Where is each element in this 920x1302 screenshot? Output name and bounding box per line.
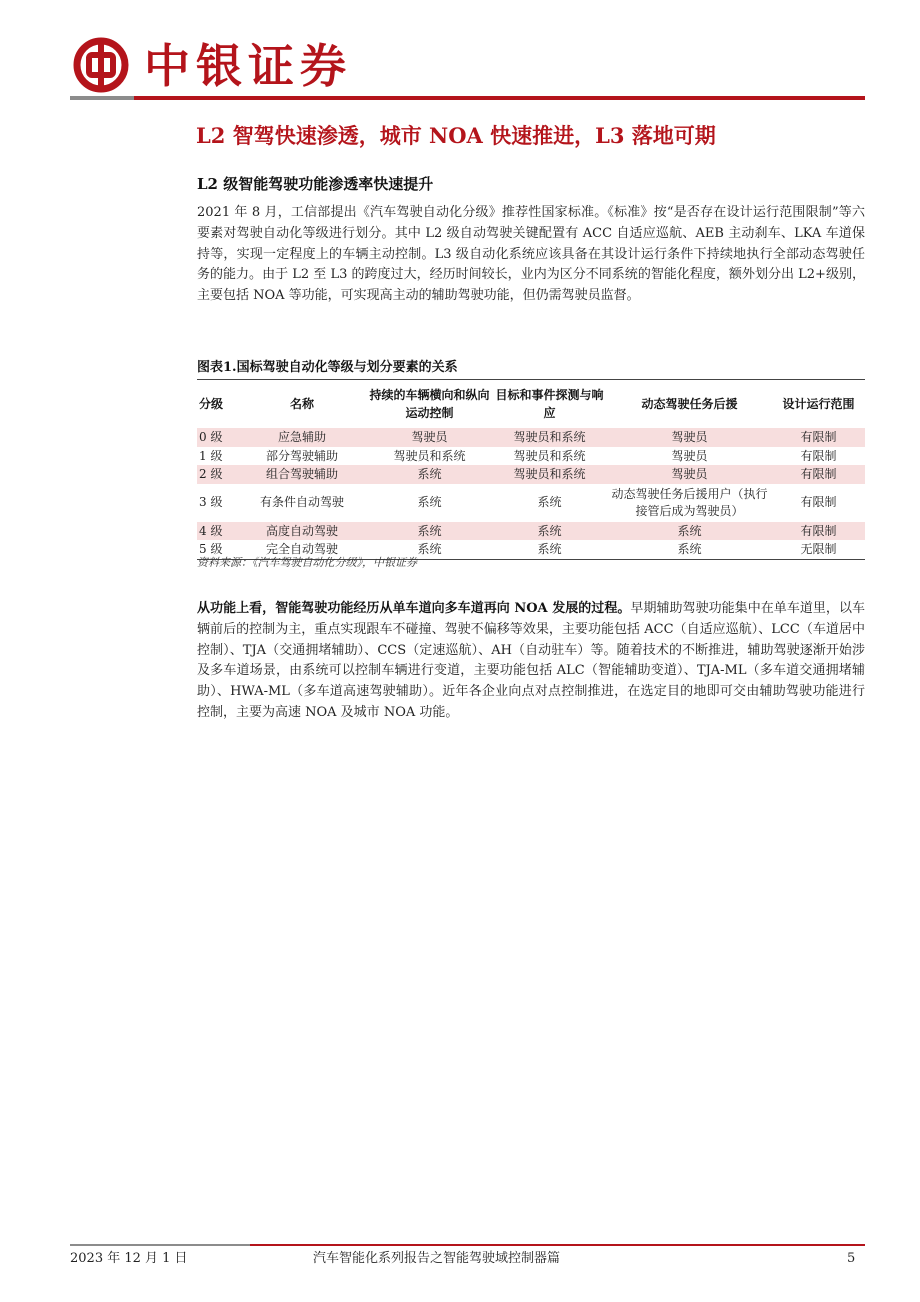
cell-motion-control: 驾驶员 <box>367 428 492 447</box>
cell-motion-control: 系统 <box>417 542 442 557</box>
cell-grade: 4 级 <box>197 522 237 541</box>
header-detection-response: 目标和事件探测与响应 <box>495 388 604 420</box>
header-fallback: 动态驾驶任务后援 <box>641 397 738 411</box>
footer-date: 2023 年 12 月 1 日 <box>70 1251 188 1266</box>
cell-motion-control: 系统 <box>417 495 442 510</box>
cell-grade: 5 级 <box>199 542 223 557</box>
cell-detection-response: 系统 <box>537 495 562 510</box>
paragraph-intro: 2021 年 8 月，工信部提出《汽车驾驶自动化分级》推荐性国家标准。《标准》按“是否存在设计运行范围限制”等六要素对驾驶自动化等级进行划分。其中 L2 级自动驾驶关键配置有 ACC 自适应巡航、AEB 主动刹车、LKA 车道保持等，实现一定程度上的车辆主动控制。L3 级自动化系统应该具备在其设计运行条件下持续地执行全部动态驾驶任务的能力。由于 L2 至 L3 的跨度过大，经历时间较长，业内为区分不同系统的智能化程度，额外划分出 L2+级别，主要包括 NOA 等功能，可实现高主动的辅助驾驶功能，但仍需驾驶员监督。 <box>197 205 865 304</box>
cell-motion-control: 驾驶员和系统 <box>393 448 466 463</box>
cell-fallback: 驾驶员 <box>607 465 772 484</box>
header-motion-control: 持续的车辆横向和纵向运动控制 <box>369 388 490 420</box>
cell-name: 组合驾驶辅助 <box>237 465 367 484</box>
page-number: 5 <box>847 1251 856 1266</box>
cell-odd: 有限制 <box>800 495 837 510</box>
footer-rule <box>70 1244 865 1246</box>
cell-detection-response: 系统 <box>492 522 607 541</box>
cell-odd: 有限制 <box>772 522 865 541</box>
paragraph-body: 早期辅助驾驶功能集中在单车道里，以车辆前后的控制为主，重点实现跟车不碰撞、驾驶不偏移等效果，主要功能包括 ACC（自适应巡航）、LCC（车道居中控制）、TJA（交通拥堵辅助）、CCS（定速巡航）、AH（自动驻车）等。随着技术的不断推进，辅助驾驶逐渐开始涉及多车道场景，由系统可以控制车辆进行变道，主要功能包括 ALC（智能辅助变道）、TJA-ML（多车道交通拥堵辅助）、HWA-ML（多车道高速驾驶辅助）。近年各企业向点对点控制推进，在选定目的地即可交由辅助驾驶功能进行控制，主要为高速 NOA 及城市 NOA 功能。 <box>197 601 865 720</box>
header-grade: 分级 <box>199 397 224 411</box>
figure-source: 资料来源：《汽车驾驶自动化分级》，中银证券 <box>197 556 417 569</box>
footer-report-title: 汽车智能化系列报告之智能驾驶域控制器篇 <box>313 1251 561 1266</box>
cell-fallback: 动态驾驶任务后援用户（执行接管后成为驾驶员） <box>611 486 768 518</box>
cell-odd: 无限制 <box>800 542 837 557</box>
cell-name: 高度自动驾驶 <box>237 522 367 541</box>
figure-title: 图表1.国标驾驶自动化等级与划分要素的关系 <box>197 360 458 375</box>
cell-grade: 3 级 <box>199 495 223 510</box>
cell-name: 完全自动驾驶 <box>265 542 338 557</box>
cell-fallback: 驾驶员 <box>607 428 772 447</box>
cell-grade: 0 级 <box>197 428 237 447</box>
table-row <box>197 522 865 541</box>
page-title: L2 智驾快速渗透，城市 NOA 快速推进，L3 落地可期 <box>196 123 716 148</box>
cell-grade: 1 级 <box>199 448 223 463</box>
cell-fallback: 系统 <box>677 542 702 557</box>
cell-name: 有条件自动驾驶 <box>259 495 344 510</box>
cell-odd: 有限制 <box>800 448 837 463</box>
section-title: L2 级智能驾驶功能渗透率快速提升 <box>197 175 434 193</box>
table-header-row <box>197 380 865 429</box>
table-row <box>197 447 865 466</box>
paragraph-functions <box>197 599 865 724</box>
cell-motion-control: 系统 <box>367 465 492 484</box>
paragraph-lead: 从功能上看，智能驾驶功能经历从单车道向多车道再向 NOA 发展的过程。 <box>197 601 631 616</box>
table-row <box>197 428 865 447</box>
cell-name: 应急辅助 <box>237 428 367 447</box>
header-odd: 设计运行范围 <box>782 397 855 411</box>
cell-grade: 2 级 <box>197 465 237 484</box>
cell-detection-response: 驾驶员和系统 <box>492 465 607 484</box>
cell-fallback: 驾驶员 <box>671 448 708 463</box>
table-row <box>197 465 865 484</box>
bank-of-china-logo-icon <box>72 36 130 94</box>
cell-odd: 有限制 <box>772 465 865 484</box>
cell-odd: 有限制 <box>772 428 865 447</box>
cell-detection-response: 驾驶员和系统 <box>492 428 607 447</box>
table-row <box>197 484 865 522</box>
automation-grade-table <box>197 379 865 560</box>
cell-fallback: 系统 <box>607 522 772 541</box>
cell-detection-response: 驾驶员和系统 <box>513 448 586 463</box>
cell-detection-response: 系统 <box>537 542 562 557</box>
header-rule <box>70 96 865 100</box>
cell-name: 部分驾驶辅助 <box>265 448 338 463</box>
cell-motion-control: 系统 <box>367 522 492 541</box>
brand-name: 中银证券 <box>144 39 352 93</box>
header-name: 名称 <box>289 397 314 411</box>
